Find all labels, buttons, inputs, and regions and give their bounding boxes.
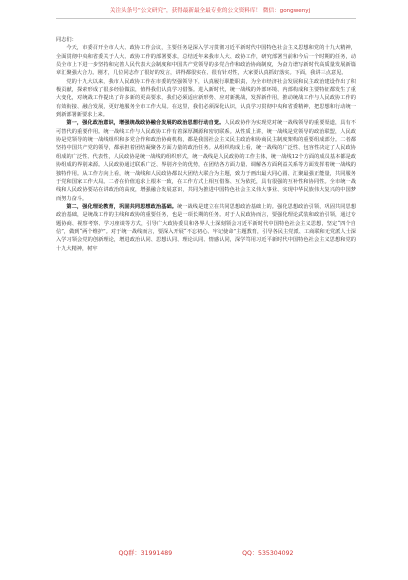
paragraph-4: [56, 203, 356, 253]
document-body: [56, 36, 356, 253]
paragraph-3: [56, 119, 356, 202]
paragraph-3-heading: 第一，强化政治意识，增强统战政协融合发展的政治思想行动自觉。: [66, 120, 225, 127]
paragraph-1: 今天，市委召开全市人大、政协工作会议，主要任务是深入学习贯彻习近平新时代中国特色社会主义思想和党的十九大精神，全面贯彻中央和省委关于人大、政协工作的部署要求，总结近年来我市人大、政协工作，研究部署当前和今后一个时期的任务，动员全市上下进一步坚持和完善人民代表大会制度和中国共产党领导的多党合作和政治协商制度，为奋力谱写新时代高质量发展新篇章汇聚强大合力。刚才，几位同志作了很好的发言，讲得都很实在、很有针对性，大家要认真抓好落实。下面，我讲三点意见。: [56, 45, 356, 77]
paragraph-4-heading: 第二，强化理论教育，巩固共同思想政治基础。: [66, 203, 177, 210]
footer-contacts: [56, 548, 356, 557]
paragraph-4-text: 统一战线是建立在共同思想政治基础上的。强化思想政治引领，巩固共同思想政治基础，是统战工作的主线和政协的重要任务，也是一项长期的任务。对于人民政协而言，要强化理论武装和政治引领，通过专题协商、视察考察、学习座谈等方式，引导广大政协委员和各界人士深刻领会习近平新时代中国特色社会主义思想，坚定“四个自信”，做到“两个维护”。对于统一战线而言，要深入开展“不忘初心、牢记使命”主题教育，引导各民主党派、工商联和无党派人士深入学习领会党的创新理论，增进政治认同、思想认同、理论认同、情感认同，深学笃用习近平新时代中国特色社会主义思想和党的十九大精神，树牢: [56, 203, 356, 252]
salutation: 同志们：: [56, 37, 77, 43]
paragraph-3-text: 人民政协作为实现党对统一战线领导的重要渠道，具有不可替代的重要作用。统一战线工作与人民政协工作有着深厚渊源和密切联系。从性质上讲，统一战线是党领导的政治联盟，人民政协是党领导的统一战线组织和多党合作和政治协商机构，都是我国社会主义民主政治和协商民主制度架构的重要组成部分。二者都坚持中国共产党的领导，都承担着团结凝聚各方面力量的政治任务。从组织构成上看，统一战线的广泛性、包容性决定了人民政协组成的广泛性、代表性，人民政协是统一战线的组织形式，统一战线是人民政协的工作主体，统一战线12个方面的成员基本都是政协组成的界别来源。人民政协通过联系广泛、界别齐全的优势，在团结各方面力量、调解各方面利益关系等方面发挥着统一战线的独特作用。从工作方向上看，统一战线和人民政协都以大团结大联合为主题，致力于画出最大同心圆、汇聚最强正能量，共同服务于党和国家工作大局。二者在价值追求上根本一致，在工作方式上相互借鉴、互为依托，具有很强的互补性和协同性。全市统一战线和人民政协要站在讲政治的高度，增强融合发展意识，共同为推进中国特色社会主义伟大事业、实现中华民族伟大复兴的中国梦而努力奋斗。: [56, 120, 356, 202]
paragraph-2: 党的十九大以来，我市人民政协工作在市委的坚强领导下，认真履行职能职责，为全市经济社会发展和民主政治建设作出了积极贡献，探索形成了很多经验做法，值得我们认真学习借鉴。进入新时代，统一战线的外部环境、内部构成和主要特征都发生了重大变化，对统战工作提出了许多新的更高要求，我们必须适应新形势、应对新挑战，发挥新作用，推动统战工作与人民政协工作的有效衔接、融合发展，更好地服务全市工作大局。在这里，我们必须深化认识，认真学习贯彻中央和省委精神，把思想和行动统一到新部署新要求上来。: [56, 78, 356, 119]
footer-qq: QQ：535304092: [242, 550, 294, 557]
header-divider: [56, 18, 356, 19]
footer-qq-group: QQ群：31991489: [118, 550, 173, 557]
header-banner: 关注头条号“公文研究”，获得最新最全最专业的公文资料库！ 微信：gongwenyj: [109, 8, 311, 14]
